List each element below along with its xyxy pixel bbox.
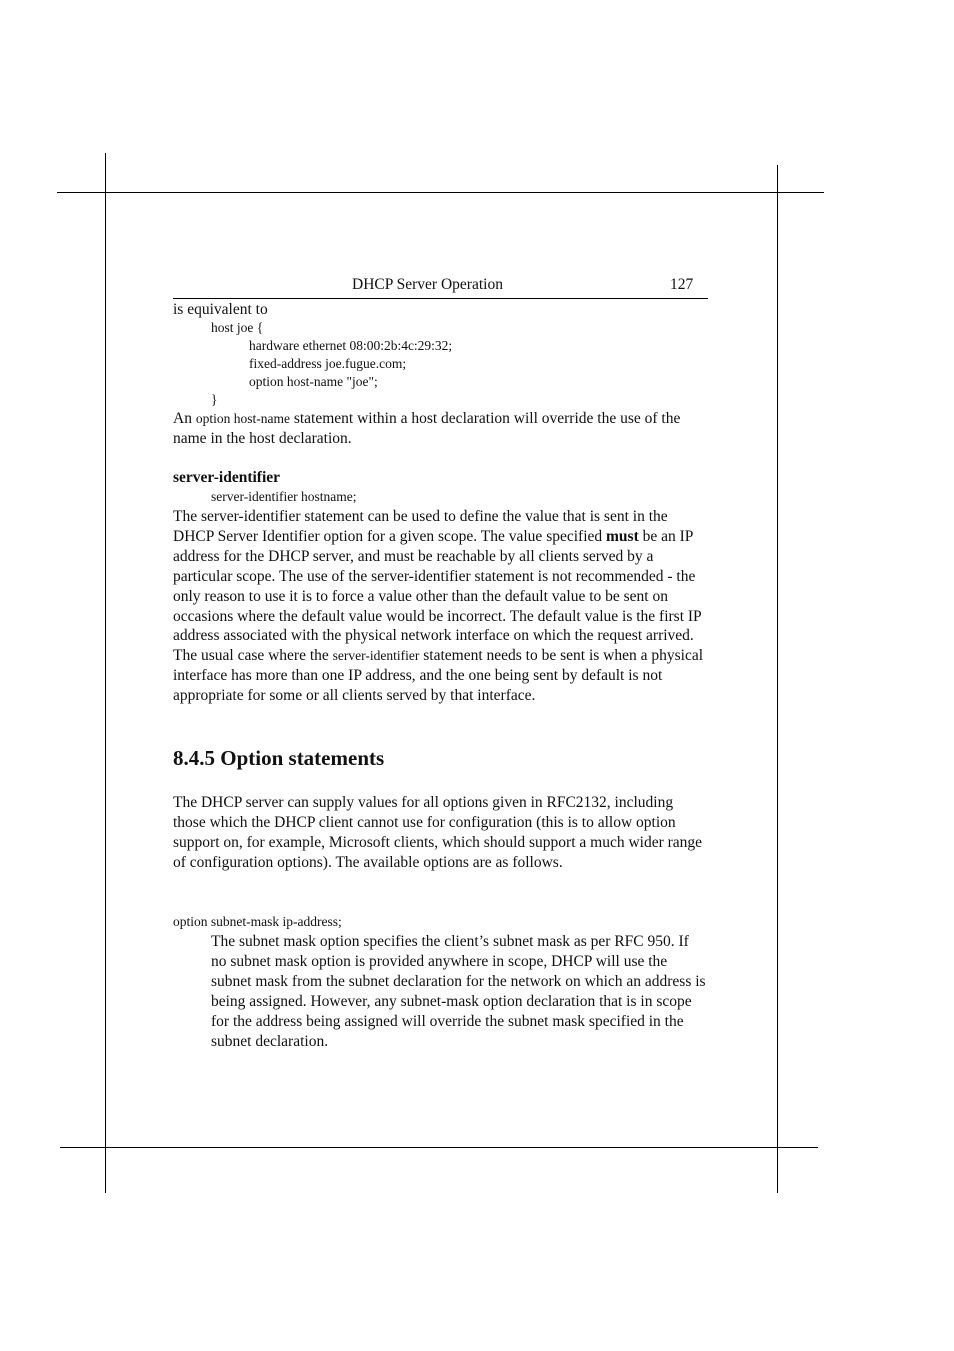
section-heading: 8.4.5 Option statements (173, 746, 385, 770)
code-line: } (211, 392, 218, 407)
host-name-paragraph: An option host-name statement within a host declaration will override the use of the name in the host declaration. (173, 410, 681, 447)
statement-heading: server-identifier (173, 469, 281, 486)
crop-mark-left (105, 153, 106, 1193)
emphasis: must (606, 527, 639, 545)
server-identifier-paragraph: The server-identifier statement can be used to define the value that is sent in the DHCP Server Identifier option for a given scope. The value specified must be an IP address for the DHCP server, and must be reachable by all clients served by a particular scope. The use of the server-identifier statement is not recommended - the only reason to use it is to force a value other than the default value to be sent on occasions where the default value would be incorrect. The default value is the first IP address associated with the physical network interface on which the request arrived. The usual case where the server-identifier statement needs to be sent is when a physical interface has more than one IP address, and the one being sent by default is not appropriate for some or all clients served by that interface. (173, 508, 704, 705)
code-line: host joe { (211, 320, 264, 335)
crop-mark-bottom (60, 1147, 818, 1148)
code-line: option host-name "joe"; (249, 374, 378, 389)
equivalent-intro: is equivalent to (173, 301, 268, 318)
running-header-title: DHCP Server Operation (352, 276, 503, 293)
option-description: The subnet mask option specifies the client’s subnet mask as per RFC 950. If no subnet mask option is provided anywhere in scope, DHCP will use the subnet mask from the subnet declaration for the network on which an address is being assigned. However, any subnet-mask option declaration that is in scope for the address being assigned will override the subnet mask specified in the subnet declaration. (211, 933, 706, 1050)
code-line: hardware ethernet 08:00:2b:4c:29:32; (249, 338, 453, 353)
crop-mark-top (57, 192, 824, 193)
header-rule (173, 298, 708, 299)
inline-code: server-identifier (332, 648, 420, 664)
inline-code: option host-name (195, 411, 290, 426)
option-syntax: option subnet-mask ip-address; (173, 914, 342, 929)
crop-mark-right (777, 165, 778, 1193)
page-number: 127 (670, 276, 694, 293)
statement-syntax: server-identifier hostname; (211, 489, 357, 504)
code-line: fixed-address joe.fugue.com; (249, 356, 407, 371)
section-intro-paragraph: The DHCP server can supply values for all options given in RFC2132, including those which the DHCP client cannot use for configuration (this is to allow option support on, for example, Microsoft clients, which should support a much wider range of configuration options). The available options are as follows. (173, 794, 703, 871)
